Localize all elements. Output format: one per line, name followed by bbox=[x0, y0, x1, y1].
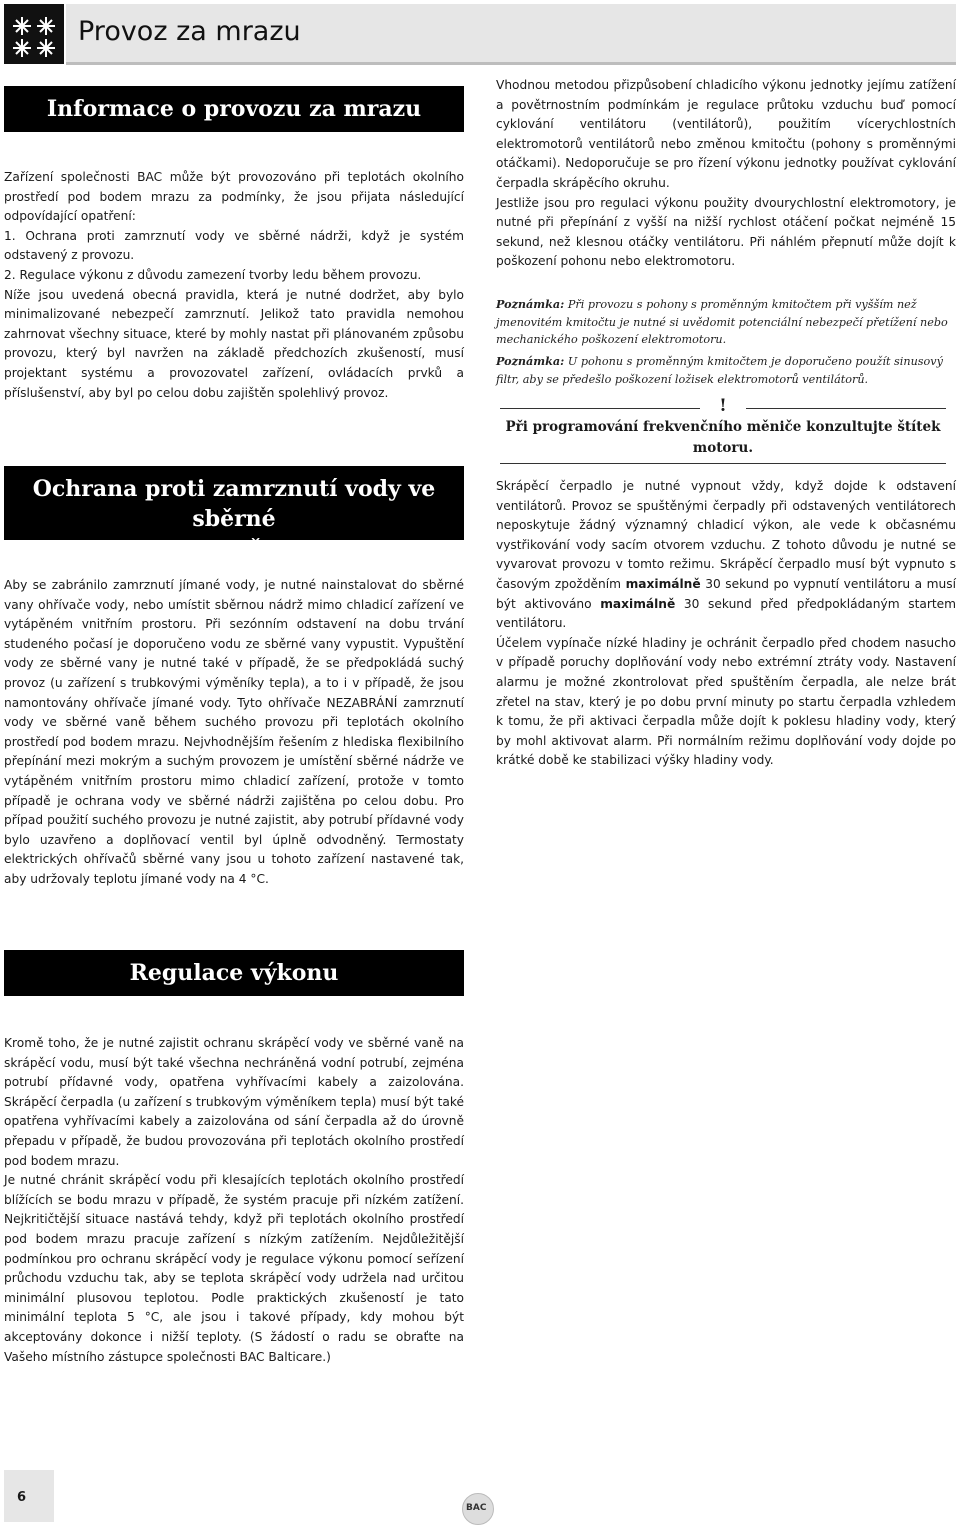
snowflake-icon bbox=[4, 4, 64, 64]
note-label: Poznámka: bbox=[496, 354, 565, 368]
page-title: Provoz za mrazu bbox=[78, 16, 301, 47]
pump-paragraph bbox=[496, 477, 956, 634]
two-speed-paragraph: Jestliže jsou pro regulaci výkonu použity dvourychlostní elektromotory, je nutné při přepínání z vyšší na nižší rychlost otáčení počkat nejméně 15 sekund, než klesnou otáčky ventilátoru. Při náhlém přepnutí může dojít k poškození pohonu nebo elektromotoru. bbox=[496, 195, 956, 269]
note-2 bbox=[496, 353, 956, 388]
section-heading-capacity-control bbox=[4, 950, 464, 996]
page-number: 6 bbox=[17, 1490, 27, 1505]
pump-text-c: 30 sekund po vypnutí ventilátoru a musí být aktivováno bbox=[496, 576, 956, 611]
section-heading-frost-info bbox=[4, 86, 464, 132]
basin-text-block bbox=[4, 576, 464, 890]
bac-logo bbox=[462, 1493, 494, 1525]
capacity-text-block bbox=[4, 1034, 464, 1367]
section-heading-line2: vaně bbox=[205, 536, 263, 562]
pump-text-e: 30 sekund před předpokládaným startem ventilátoru. bbox=[496, 596, 956, 631]
warning-icon: ! bbox=[719, 396, 727, 416]
right-text-block-2 bbox=[496, 477, 956, 771]
list-item-2: 2. Regulace výkonu z důvodu zamezení tvorby ledu během provozu. bbox=[4, 267, 422, 282]
page-number-box bbox=[4, 1470, 54, 1522]
section-heading-line1: Ochrana proti zamrznutí vody ve sběrné bbox=[32, 476, 436, 532]
pump-text-a: Skrápěcí čerpadlo je nutné vypnout vždy, když dojde k odstavení ventilátorů. Provoz se spuštěnými čerpadly při odstavených ventilátorech neposkytuje žádný významný chladicí výkon, ale vede k občasnému vystřikování vody sacím otvorem vzduchu. Z tohoto důvodu je nutné se vyvarovat provozu v tomto režimu. Skrápěcí čerpadlo musí být vypnuto s časovým zpožděním bbox=[496, 479, 956, 591]
airflow-paragraph: Vhodnou metodou přizpůsobení chladicího výkonu jednotky jejímu zatížení a povětrnostním podmínkám je regulace průtoku vzduchu buď pomocí cyklování ventilátoru (ventilátorů), použitím vícerychlostních elektromotorů ventilátorů nebo změnou kmitočtu (pohony s proměnnými otáčkami). Nedoporučuje se pro řízení výkonu jednotky používat cyklování čerpadla skrápěcího okruhu. bbox=[496, 78, 956, 190]
intro-paragraph: Zařízení společnosti BAC může být provozováno při teplotách okolního prostředí pod bodem mrazu za podmínky, že jsou přijata následující odpovídající opatření: bbox=[4, 170, 464, 224]
capacity-paragraph-2: Je nutné chránit skrápěcí vodu při klesajících teplotách okolního prostředí blížících se bodu mrazu v případě, že systém pracuje při nízkém zatížení. Nejkritičtější situace nastává tehdy, když při teplotách okolního prostředí pod bodem mrazu pracuje zařízení s nízkým zatížením. Nejdůležitější podmínkou pro ochranu skrápěcí vody je regulace výkonu pomocí seřízení průchodu vzduchu tak, aby se teplota skrápěcí vody udržela nad určitou minimální plusovou teplotou. Podle praktických zkušeností je tato minimální teplota 5 °C, ale jsou i takové případy, kdy mohou být akceptovány dokonce i nižší teploty. (S žádostí o radu se obraťte na Vašeho místního zástupce společnosti BAC Balticare.) bbox=[4, 1173, 464, 1364]
rules-paragraph: Níže jsou uvedená obecná pravidla, která je nutné dodržet, aby bylo minimalizované nebezpečí zamrznutí. Jelikož tato pravidla nemohou zahrnovat všechny situace, které by mohly nastat při plánovaném způsobu provozu, který byl navržen na základě předchozích zkušeností, musí projektant systému a provozovatel zařízení, ovládacích prvků a příslušenství, aby byl po celou dobu zajištěn spolehlivý provoz. bbox=[4, 287, 464, 400]
note-1 bbox=[496, 296, 956, 349]
note-label: Poznámka: bbox=[496, 297, 565, 311]
logo-text: BAC bbox=[466, 1503, 487, 1513]
section-heading-text: Regulace výkonu bbox=[129, 960, 339, 986]
right-text-block-1 bbox=[496, 76, 956, 272]
basin-paragraph: Aby se zabránilo zamrznutí jímané vody, je nutné nainstalovat do sběrné vany ohřívače vody, nebo umístit sběrnou nádrž mimo chladicí zařízení ve vytápěném vnitřním prostoru. Při sezónním odstavení na dobu trvání studeného počasí je doporučeno vodu ze sběrné vany vypustit. Vypuštění vody ze sběrné vany je nutné také v případě, že se předpokládá suchý provoz (u zařízení s trubkovými výměníky tepla), a to i v případě, že jsou namontovány ohřívače jímané vody. Tyto ohřívače NEZABRÁNÍ zamrznutí vody ve sběrné vaně během suchého provozu při teplotách okolního prostředí pod bodem mrazu. Nejvhodnějším řešením z hlediska flexibilního přepínání mezi mokrým a suchým provozem je umístění sběrné nádrže ve vytápěném vnitřním prostoru mimo chladicí zařízení, protože v tomto případě je ochrana vody ve sběrné nádrži zajištěna po celou dobu. Pro případ použití suchého provozu je nutné zajistit, aby potrubí přídavné vody bylo uzavřeno a doplňovací ventil byl úplně odvodněný. Termostaty elektrických ohřívačů sběrné vany jsou u tohoto zařízení nastavené tak, aby udržovaly teplotu jímané vody na 4 °C. bbox=[4, 578, 464, 886]
warning-box bbox=[500, 396, 946, 466]
pump-text-emph-2: maximálně bbox=[600, 596, 676, 611]
section-heading-text: Informace o provozu za mrazu bbox=[46, 96, 422, 122]
note-text: U pohonu s proměnným kmitočtem je doporučeno použít sinusový filtr, aby se předešlo poškození ložisek elektromotorů ventilátorů. bbox=[496, 355, 943, 386]
capacity-paragraph-1: Kromě toho, že je nutné zajistit ochranu skrápěcí vody ve sběrné vaně na skrápěcí vodu, musí být také všechna nechráněná vodní potrubí, zejména potrubí přídavné vody, opatřena vyhřívacími kabely a zaizolována. Skrápěcí čerpadla (u zařízení s trubkovým výměníkem tepla) musí být také opatřena vyhřívacími kabely a zaizolována od sání čerpadla až do úrovně přepadu v případě, že budou provozována při teplotách okolního prostředí pod bodem mrazu. bbox=[4, 1036, 464, 1168]
pump-text-emph-1: maximálně bbox=[625, 576, 701, 591]
note-text: Při provozu s pohony s proměnným kmitočtem při vyšším než jmenovitém kmitočtu je nutné si uvědomit potenciální nebezpečí přetížení nebo mechanického poškození elektromotoru. bbox=[496, 298, 948, 346]
list-item-1: 1. Ochrana proti zamrznutí vody ve sběrné nádrži, když je systém odstavený z provozu. bbox=[4, 228, 464, 263]
section-heading-basin-protection bbox=[4, 466, 464, 562]
low-level-paragraph: Účelem vypínače nízké hladiny je ochránit čerpadlo před chodem nasucho v případě poruchy doplňování vody nebo extrémní ztráty vody. Nastavení alarmu je možné zkontrolovat před spuštěním čerpadla, ale nelze brát zřetel na stav, který je po dobu první minuty po startu čerpadla vzhledem k tomu, že při aktivaci čerpadla může dojít k poklesu hladiny vody, který by mohl aktivovat alarm. Při normálním režimu doplňování vody dojde po krátké době ke stabilizaci výšky hladiny vody. bbox=[496, 635, 956, 768]
header-bar bbox=[66, 4, 956, 65]
warning-text: Při programování frekvenčního měniče konzultujte štítek motoru. bbox=[505, 419, 941, 456]
intro-text-block bbox=[4, 168, 464, 403]
